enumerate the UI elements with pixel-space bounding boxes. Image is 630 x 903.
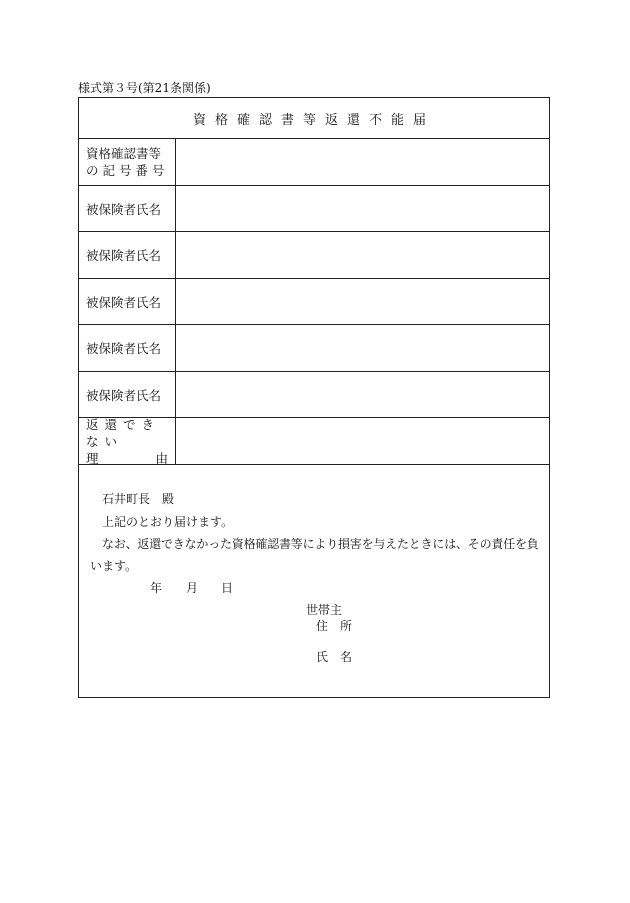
form-title: 資格確認書等返還不能届 <box>79 98 549 139</box>
liability-text-1: なお、返還できなかった資格確認書等により損害を与えたときには、その責任を負 <box>102 537 539 551</box>
row-reason <box>79 418 549 465</box>
label-reason-ri: 理 <box>86 450 99 466</box>
field-insured-name-2[interactable] <box>176 232 549 278</box>
addressee: 石井町長 殿 <box>102 492 175 506</box>
label-reason-line2 <box>86 450 168 467</box>
field-insured-name-5[interactable] <box>176 372 549 417</box>
label-reason <box>79 418 176 464</box>
row-insured-1 <box>79 186 549 232</box>
row-insured-2 <box>79 232 549 279</box>
row-insured-3 <box>79 279 549 325</box>
name-label: 氏 名 <box>316 650 353 664</box>
field-symbol-number[interactable] <box>176 139 549 185</box>
householder-label: 世帯主 <box>306 603 343 617</box>
row-insured-5 <box>79 372 549 418</box>
label-reason-line1: 返還できない <box>86 416 161 449</box>
field-insured-name-1[interactable] <box>176 186 549 231</box>
address-label: 住 所 <box>316 619 353 633</box>
label-insured-name: 被保険者氏名 <box>79 232 176 278</box>
label-insured-name: 被保険者氏名 <box>79 372 176 417</box>
date-year: 年 <box>150 581 163 595</box>
label-symbol-number <box>79 139 176 185</box>
liability-text-2: います。 <box>90 559 138 573</box>
label-symbol-number-line1: 資格確認書等 <box>86 146 162 161</box>
date-month: 月 <box>186 581 199 595</box>
statement: 上記のとおり届けます。 <box>102 515 234 529</box>
label-insured-name: 被保険者氏名 <box>79 279 176 324</box>
field-reason[interactable] <box>176 418 549 464</box>
label-symbol-number-line2: の 記 号 番 号 <box>86 163 165 178</box>
form-number: 様式第３号(第21条関係) <box>78 81 211 95</box>
form-table <box>78 97 550 698</box>
label-reason-yu: 由 <box>155 450 168 466</box>
row-symbol-number <box>79 139 549 186</box>
field-insured-name-4[interactable] <box>176 325 549 371</box>
field-insured-name-3[interactable] <box>176 279 549 324</box>
label-insured-name: 被保険者氏名 <box>79 186 176 231</box>
label-insured-name: 被保険者氏名 <box>79 325 176 371</box>
date-day: 日 <box>221 581 234 595</box>
row-insured-4 <box>79 325 549 372</box>
